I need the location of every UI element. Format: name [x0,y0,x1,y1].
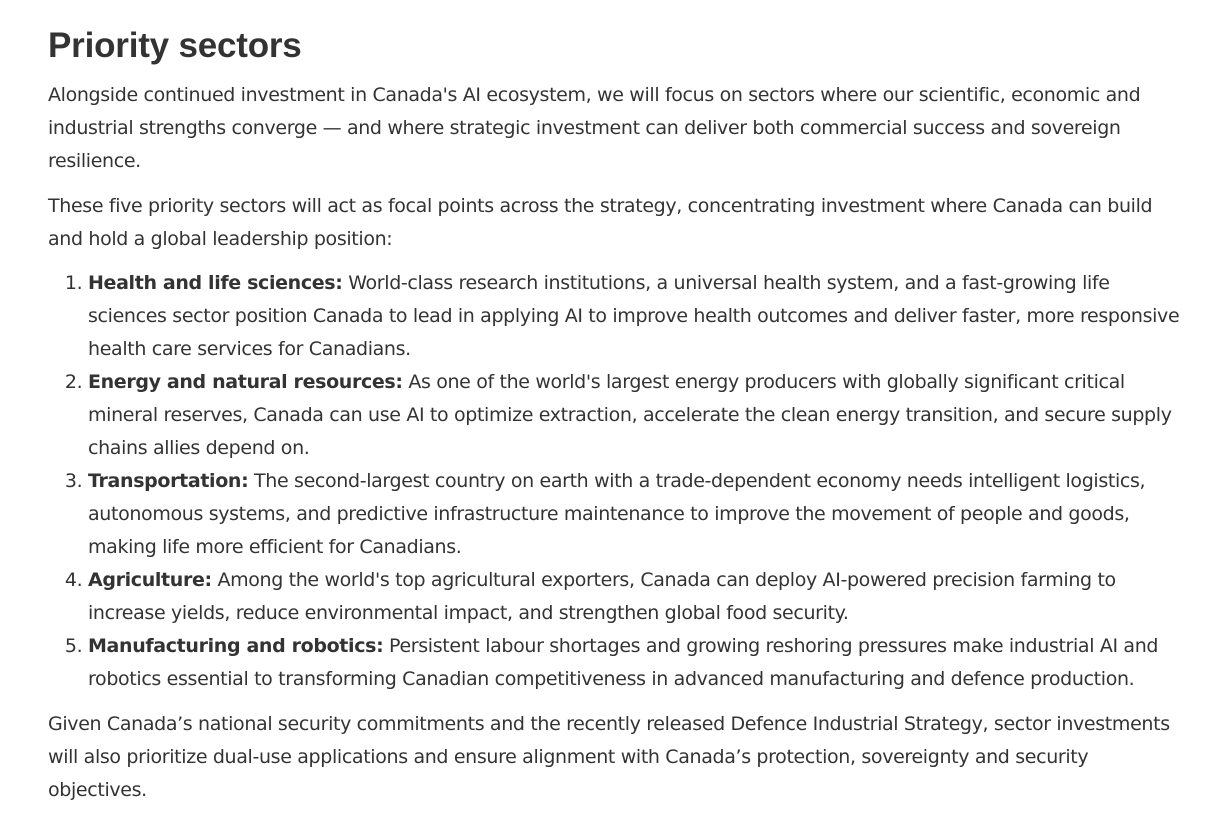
article-content [48,0,1188,807]
sector-term: Manufacturing and robotics: [88,635,384,657]
sector-item-energy [88,366,1188,465]
closing-paragraph: Given Canada’s national security commitments and the recently released Defence Industrial Strategy, sector investments will also prioritize dual-use applications and ensure alignment with Canada’s protection, sovereignty and security objectives. [48,713,1170,801]
page-title: Priority sectors [48,26,302,65]
sector-term: Energy and natural resources: [88,371,403,393]
sector-term: Health and life sciences: [88,272,343,294]
sector-item-health [88,267,1188,366]
lead-paragraph: These five priority sectors will act as focal points across the strategy, concentrating investment where Canada can build and hold a global leadership position: [48,195,1153,250]
sector-description: Persistent labour shortages and growing reshoring pressures make industrial AI and robotics essential to transforming Canadian competitiveness in advanced manufacturing and defence production. [88,635,1159,690]
sector-term: Agriculture: [88,569,212,591]
priority-sectors-list [48,267,1188,696]
sector-term: Transportation: [88,470,249,492]
sector-description: Among the world's top agricultural exporters, Canada can deploy AI-powered precision farming to increase yields, reduce environmental impact, and strengthen global food security. [88,569,1116,624]
sector-item-manufacturing [88,630,1188,696]
sector-description: World-class research institutions, a universal health system, and a fast-growing life sciences sector position Canada to lead in applying AI to improve health outcomes and deliver faster, more responsive health care services for Canadians. [88,272,1180,360]
sector-description: As one of the world's largest energy producers with globally significant critical mineral reserves, Canada can use AI to optimize extraction, accelerate the clean energy transition, and secure supply chains allies depend on. [88,371,1172,459]
intro-paragraph: Alongside continued investment in Canada's AI ecosystem, we will focus on sectors where our scientific, economic and industrial strengths converge — and where strategic investment can deliver both commercial success and sovereign resilience. [48,84,1141,172]
sector-item-transportation [88,465,1188,564]
sector-description: The second-largest country on earth with a trade-dependent economy needs intelligent logistics, autonomous systems, and predictive infrastructure maintenance to improve the movement of people and goods, making life more efficient for Canadians. [88,470,1146,558]
sector-item-agriculture [88,564,1188,630]
